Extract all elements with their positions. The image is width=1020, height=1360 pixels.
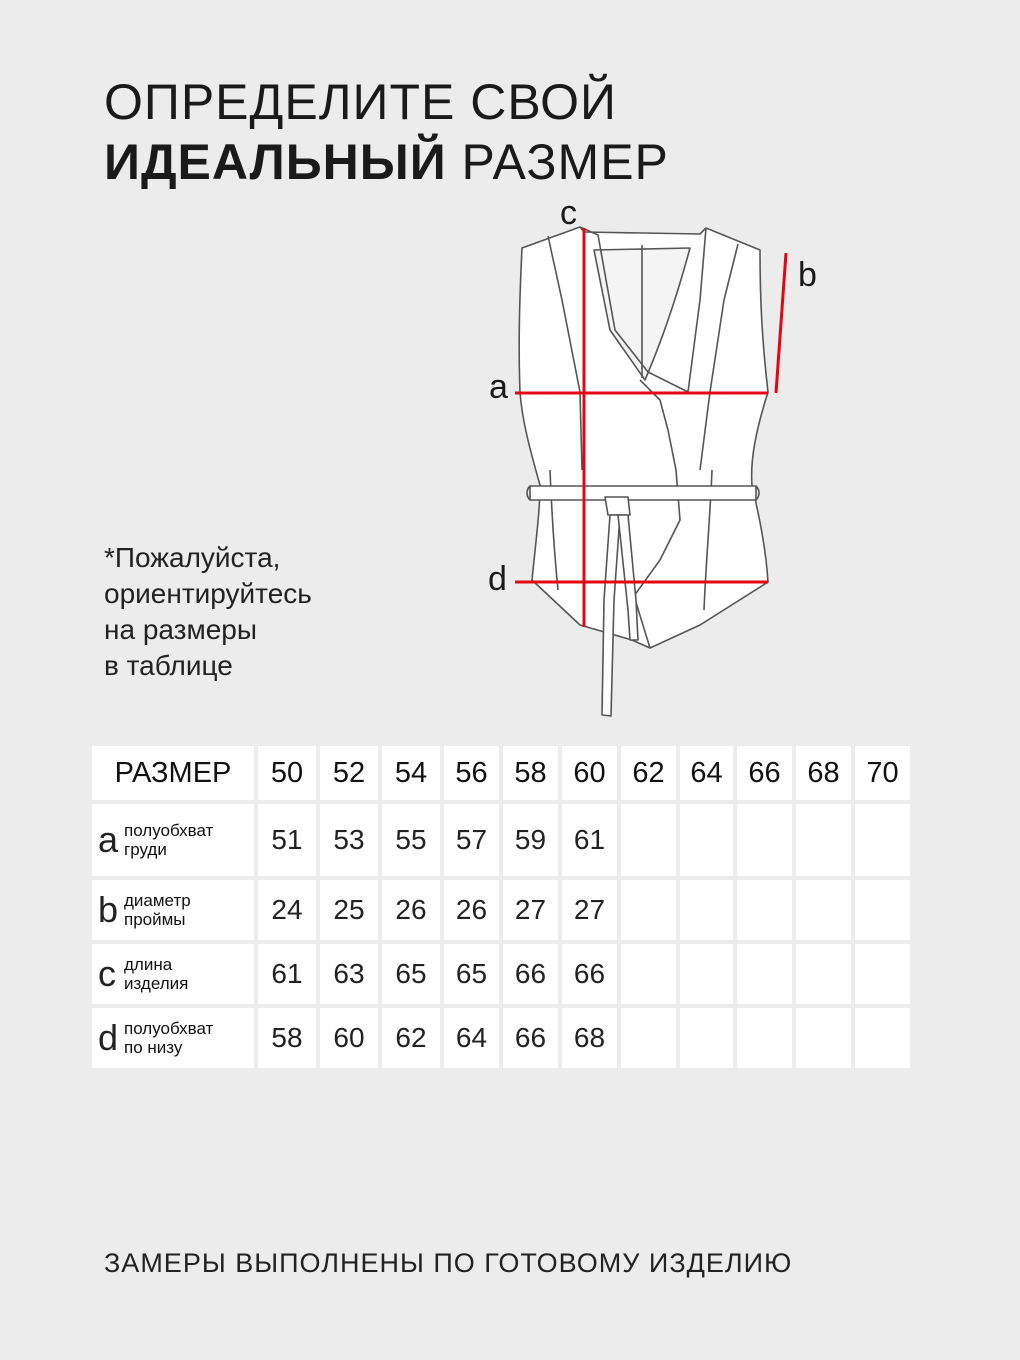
row-desc: длина bbox=[124, 955, 173, 974]
value-cell bbox=[855, 804, 910, 876]
value-cell: 60 bbox=[320, 1008, 378, 1068]
page-title bbox=[104, 72, 669, 192]
value-cell: 64 bbox=[444, 1008, 499, 1068]
row-label bbox=[92, 944, 254, 1004]
size-cell: 50 bbox=[258, 746, 316, 800]
value-cell bbox=[621, 880, 676, 940]
row-desc: груди bbox=[124, 840, 167, 859]
row-label bbox=[92, 880, 254, 940]
size-cell: 60 bbox=[562, 746, 617, 800]
label-a: a bbox=[489, 368, 508, 406]
value-cell bbox=[796, 880, 851, 940]
vest-drawing bbox=[519, 227, 768, 716]
value-cell: 26 bbox=[444, 880, 499, 940]
size-note bbox=[104, 540, 312, 684]
size-cell: 58 bbox=[503, 746, 558, 800]
size-cell: 68 bbox=[796, 746, 851, 800]
size-cell: 54 bbox=[382, 746, 440, 800]
row-letter: d bbox=[98, 1017, 119, 1058]
measure-line-b bbox=[776, 253, 786, 393]
value-cell: 65 bbox=[444, 944, 499, 1004]
value-cell bbox=[680, 1008, 733, 1068]
value-cell: 66 bbox=[562, 944, 617, 1004]
value-cell: 24 bbox=[258, 880, 316, 940]
value-cell bbox=[796, 804, 851, 876]
value-cell bbox=[737, 1008, 792, 1068]
value-cell bbox=[855, 880, 910, 940]
vest-measurement-diagram bbox=[470, 195, 850, 725]
value-cell bbox=[737, 944, 792, 1004]
title-line-1: ОПРЕДЕЛИТЕ СВОЙ bbox=[104, 74, 617, 130]
note-line: в таблице bbox=[104, 650, 233, 681]
value-cell: 27 bbox=[503, 880, 558, 940]
row-desc: полуобхват bbox=[124, 1019, 214, 1038]
title-rest: РАЗМЕР bbox=[446, 134, 669, 190]
note-line: на размеры bbox=[104, 614, 258, 645]
value-cell bbox=[737, 880, 792, 940]
value-cell: 26 bbox=[382, 880, 440, 940]
row-letter: b bbox=[98, 889, 119, 930]
label-c: c bbox=[560, 195, 577, 232]
value-cell bbox=[680, 880, 733, 940]
row-label bbox=[92, 1008, 254, 1068]
size-cell: 66 bbox=[737, 746, 792, 800]
header-label: РАЗМЕР bbox=[92, 746, 254, 800]
value-cell: 66 bbox=[503, 1008, 558, 1068]
value-cell: 51 bbox=[258, 804, 316, 876]
row-desc: проймы bbox=[124, 910, 186, 929]
row-desc: по низу bbox=[124, 1038, 183, 1057]
note-line: *Пожалуйста, bbox=[104, 542, 281, 573]
footer-note: ЗАМЕРЫ ВЫПОЛНЕНЫ ПО ГОТОВОМУ ИЗДЕЛИЮ bbox=[104, 1248, 793, 1278]
value-cell: 59 bbox=[503, 804, 558, 876]
table-row-b bbox=[92, 880, 910, 940]
table-row-d bbox=[92, 1008, 910, 1068]
title-bold-word: ИДЕАЛЬНЫЙ bbox=[104, 134, 447, 190]
value-cell bbox=[737, 804, 792, 876]
row-desc: диаметр bbox=[124, 891, 191, 910]
label-d: d bbox=[488, 560, 507, 598]
row-letter: c bbox=[98, 953, 116, 994]
value-cell: 53 bbox=[320, 804, 378, 876]
size-cell: 62 bbox=[621, 746, 676, 800]
size-cell: 64 bbox=[680, 746, 733, 800]
value-cell: 61 bbox=[258, 944, 316, 1004]
table-row-a bbox=[92, 804, 910, 876]
value-cell: 61 bbox=[562, 804, 617, 876]
table-row-c bbox=[92, 944, 910, 1004]
value-cell bbox=[621, 944, 676, 1004]
value-cell bbox=[621, 1008, 676, 1068]
row-desc: изделия bbox=[124, 974, 189, 993]
value-cell: 65 bbox=[382, 944, 440, 1004]
value-cell bbox=[855, 944, 910, 1004]
value-cell bbox=[621, 804, 676, 876]
value-cell: 57 bbox=[444, 804, 499, 876]
size-header-row bbox=[92, 746, 910, 800]
row-desc: полуобхват bbox=[124, 821, 214, 840]
value-cell bbox=[796, 944, 851, 1004]
value-cell: 27 bbox=[562, 880, 617, 940]
value-cell: 63 bbox=[320, 944, 378, 1004]
value-cell: 55 bbox=[382, 804, 440, 876]
value-cell: 25 bbox=[320, 880, 378, 940]
label-b: b bbox=[798, 256, 817, 294]
row-letter: a bbox=[98, 819, 119, 860]
value-cell: 66 bbox=[503, 944, 558, 1004]
value-cell bbox=[680, 944, 733, 1004]
size-cell: 70 bbox=[855, 746, 910, 800]
row-label bbox=[92, 804, 254, 876]
value-cell: 68 bbox=[562, 1008, 617, 1068]
value-cell bbox=[680, 804, 733, 876]
value-cell bbox=[855, 1008, 910, 1068]
note-line: ориентируйтесь bbox=[104, 578, 312, 609]
size-cell: 56 bbox=[444, 746, 499, 800]
value-cell bbox=[796, 1008, 851, 1068]
title-line-2 bbox=[104, 132, 669, 192]
size-table bbox=[88, 742, 914, 1072]
size-cell: 52 bbox=[320, 746, 378, 800]
value-cell: 58 bbox=[258, 1008, 316, 1068]
value-cell: 62 bbox=[382, 1008, 440, 1068]
